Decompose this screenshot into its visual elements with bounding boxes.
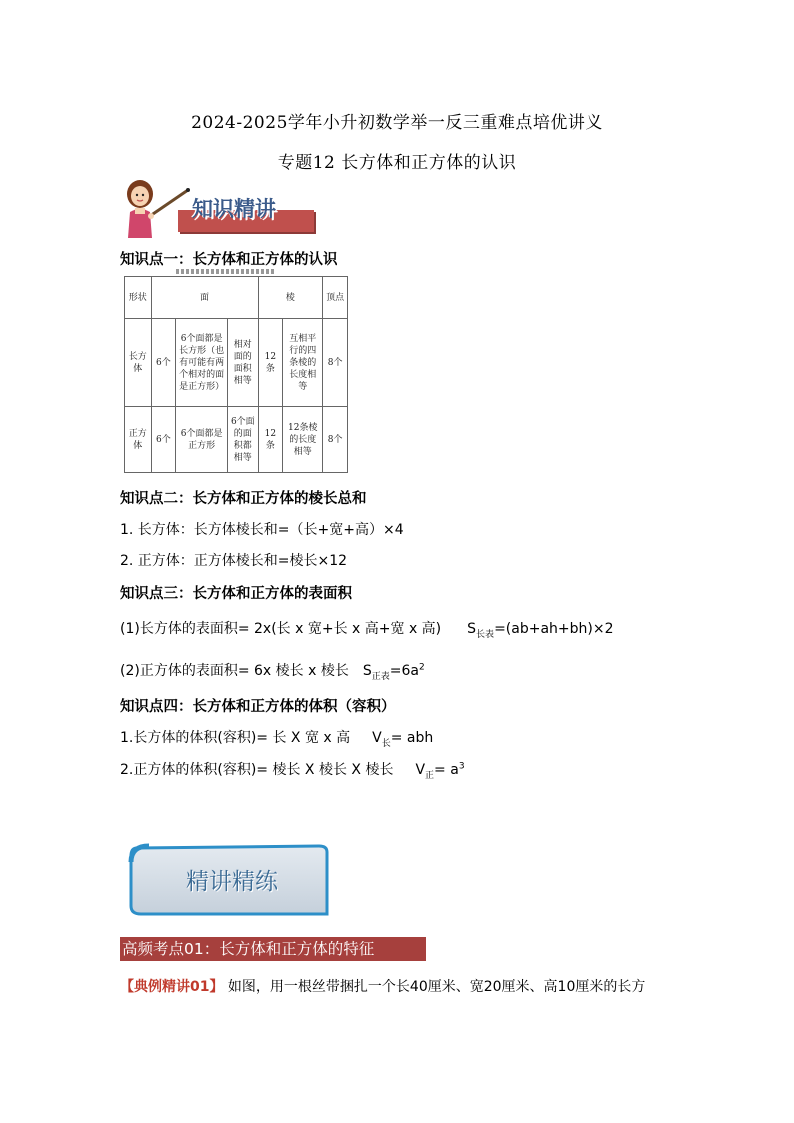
table-cell: 8个 — [323, 407, 348, 473]
document-title: 2024-2025学年小升初数学举一反三重难点培优讲义 — [191, 113, 603, 133]
table-cell: 12条棱的长度相等 — [283, 407, 323, 473]
k3-line-2-superscript: 2 — [418, 662, 425, 673]
table-cell: 6个面的面积都相等 — [228, 407, 258, 473]
k3-line-1-subscript: 长表 — [476, 629, 495, 640]
table-caption — [176, 269, 276, 274]
k4-line-1-text: 1.长方体的体积(容积)= 长 X 宽 x 高 — [120, 730, 351, 746]
k3-line-2-symbol: S — [362, 663, 372, 679]
table-cell: 正方体 — [125, 407, 152, 473]
k4-line-2 — [120, 759, 465, 781]
k2-heading: 知识点二：长方体和正方体的棱长总和 — [120, 491, 367, 507]
banner-title: 知识精讲 — [192, 197, 276, 221]
k4-line-1-formula: = abh — [390, 730, 434, 746]
k4-heading: 知识点四：长方体和正方体的体积（容积） — [120, 699, 396, 715]
document-subtitle: 专题12 长方体和正方体的认识 — [277, 153, 517, 173]
example-line — [120, 976, 645, 996]
k4-line-2-subscript: 正 — [425, 770, 435, 781]
table-cell: 长方体 — [125, 319, 152, 407]
k2-line-2: 2. 正方体：正方体棱长和=棱长×12 — [120, 553, 348, 569]
table-cell: 12条 — [258, 319, 283, 407]
example-tag: 【典例精讲01】 — [120, 979, 224, 995]
k4-line-1-subscript: 长 — [381, 738, 391, 749]
k4-line-1 — [120, 727, 433, 749]
k4-line-2-text: 2.正方体的体积(容积)= 棱长 X 棱长 X 棱长 — [120, 762, 394, 778]
k4-line-1-symbol: V — [372, 730, 382, 746]
k3-line-2-text: (2)正方体的表面积= 6x 棱长 x 棱长 — [120, 663, 349, 679]
k3-line-1-symbol: S — [467, 621, 477, 637]
kaodian-bar: 高频考点01：长方体和正方体的特征 — [120, 937, 426, 961]
k3-line-1 — [120, 618, 614, 640]
k4-line-2-formula: = a — [434, 762, 459, 778]
k3-line-2-formula: =6a — [389, 663, 419, 679]
table-head-edge: 棱 — [258, 277, 323, 319]
k2-line-1: 1. 长方体：长方体棱长和=（长+宽+高）×4 — [120, 522, 404, 538]
k3-heading: 知识点三：长方体和正方体的表面积 — [120, 586, 352, 602]
table-head-vertex: 顶点 — [323, 277, 348, 319]
k1-heading: 知识点一：长方体和正方体的认识 — [120, 252, 338, 268]
table-cell: 互相平行的四条棱的长度相等 — [283, 319, 323, 407]
table-head-face: 面 — [151, 277, 258, 319]
knowledge-table — [124, 276, 348, 473]
k3-line-1-formula: =(ab+ah+bh)×2 — [494, 621, 614, 637]
k3-line-2 — [120, 660, 425, 682]
table-cell: 相对面的面积相等 — [228, 319, 258, 407]
k4-line-2-superscript: 3 — [458, 761, 465, 772]
table-cell: 6个 — [151, 319, 176, 407]
table-head-shape: 形状 — [125, 277, 152, 319]
teacher-pointer-icon — [118, 176, 190, 240]
practice-title: 精讲精练 — [186, 869, 278, 895]
example-text: 如图，用一根丝带捆扎一个长40厘米、宽20厘米、高10厘米的长方 — [223, 979, 646, 995]
k4-line-2-symbol: V — [415, 762, 426, 778]
table-cell: 6个 — [151, 407, 176, 473]
table-cell: 6个面都是长方形（也有可能有两个相对的面是正方形） — [176, 319, 228, 407]
table-cell: 12条 — [258, 407, 283, 473]
k3-line-1-text: (1)长方体的表面积= 2x(长 x 宽+长 x 高+宽 x 高) — [120, 621, 442, 637]
table-cell: 6个面都是正方形 — [176, 407, 228, 473]
table-cell: 8个 — [323, 319, 348, 407]
k3-line-2-subscript: 正表 — [371, 671, 390, 682]
